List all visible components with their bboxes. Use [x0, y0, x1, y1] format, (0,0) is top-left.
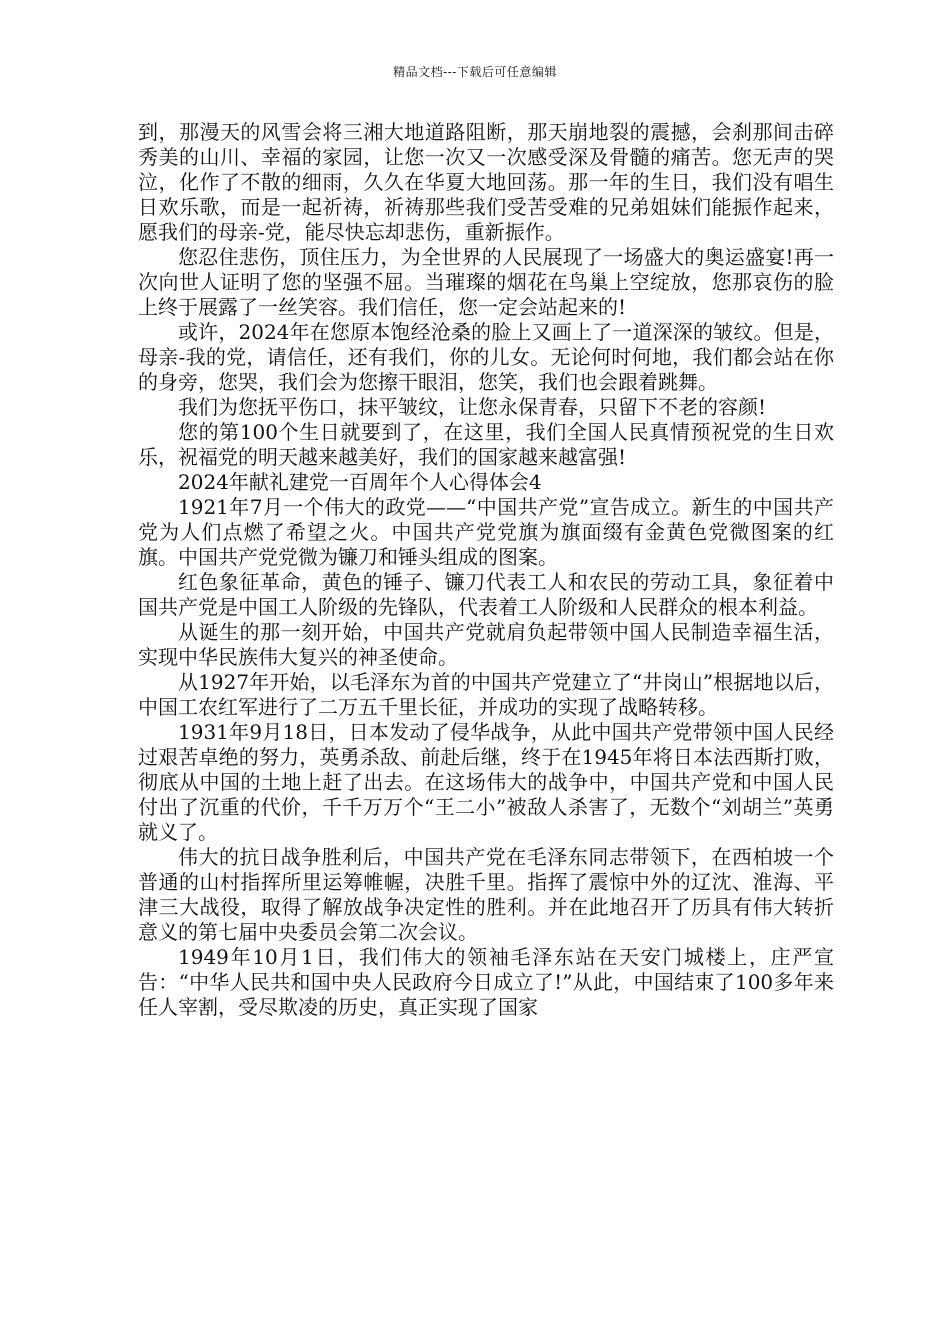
paragraph-2: 您忍住悲伤，顶住压力，为全世界的人民展现了一场盛大的奥运盛宴!再一次向世人证明了您的坚强不屈。当璀璨的烟花在鸟巢上空绽放，您那哀伤的脸上终于展露了一丝笑容。我们信任，您一定会站起来的!	[138, 245, 834, 319]
paragraph-5: 您的第100个生日就要到了，在这里，我们全国人民真情预祝党的生日欢乐，祝福党的明天越来越美好，我们的国家越来越富强!	[138, 420, 834, 469]
paragraph-7: 1921年7月一个伟大的政党——“中国共产党”宣告成立。新生的中国共产党为人们点燃了希望之火。中国共产党党旗为旗面缀有金黄色党微图案的红旗。中国共产党党微为镰刀和锤头组成的图案。	[138, 495, 834, 569]
paragraph-10: 从1927年开始，以毛泽东为首的中国共产党建立了“井岗山”根据地以后，中国工农红军进行了二万五千里长征，并成功的实现了战略转移。	[138, 670, 834, 719]
paragraph-1: 到，那漫天的风雪会将三湘大地道路阻断，那天崩地裂的震撼，会刹那间击碎秀美的山川、幸福的家园，让您一次又一次感受深及骨髓的痛苦。您无声的哭泣，化作了不散的细雨，久久在华夏大地回荡。那一年的生日，我们没有唱生日欢乐歌，而是一起祈祷，祈祷那些我们受苦受难的兄弟姐妹们能振作起来，愿我们的母亲-党，能尽快忘却悲伤，重新振作。	[138, 120, 834, 244]
paragraph-3: 或许，2024年在您原本饱经沧桑的脸上又画上了一道深深的皱纹。但是，母亲-我的党，请信任，还有我们，你的儿女。无论何时何地，我们都会站在你的身旁，您哭，我们会为您擦干眼泪，您笑，我们也会跟着跳舞。	[138, 320, 834, 394]
paragraph-4: 我们为您抚平伤口，抹平皱纹，让您永保青春，只留下不老的容颜!	[178, 395, 767, 419]
paragraph-12: 伟大的抗日战争胜利后，中国共产党在毛泽东同志带领下，在西柏坡一个普通的山村指挥所里运筹帷幄，决胜千里。指挥了震惊中外的辽沈、淮海、平津三大战役，取得了解放战争决定性的胜利。并在此地召开了历具有伟大转折意义的第七届中央委员会第二次会议。	[138, 845, 834, 944]
section-heading: 2024年献礼建党一百周年个人心得体会4	[178, 470, 542, 494]
document-body	[138, 120, 834, 1020]
paragraph-13: 1949年10月1日，我们伟大的领袖毛泽东站在天安门城楼上，庄严宣告：“中华人民共和国中央人民政府今日成立了!”从此，中国结束了100多年来任人宰割，受尽欺凌的历史，真正实现了国家	[138, 945, 834, 1019]
paragraph-11: 1931年9月18日，日本发动了侵华战争，从此中国共产党带领中国人民经过艰苦卓绝的努力，英勇杀敌、前赴后继，终于在1945年将日本法西斯打败，彻底从中国的土地上赶了出去。在这场伟大的战争中，中国共产党和中国人民付出了沉重的代价，千千万万个“王二小”被敌人杀害了，无数个“刘胡兰”英勇就义了。	[138, 720, 834, 844]
page-header: 精品文档---下载后可任意编辑	[393, 65, 557, 79]
paragraph-9: 从诞生的那一刻开始，中国共产党就肩负起带领中国人民制造幸福生活，实现中华民族伟大复兴的神圣使命。	[138, 620, 834, 669]
paragraph-8: 红色象征革命，黄色的锤子、镰刀代表工人和农民的劳动工具，象征着中国共产党是中国工人阶级的先锋队，代表着工人阶级和人民群众的根本利益。	[138, 570, 834, 619]
